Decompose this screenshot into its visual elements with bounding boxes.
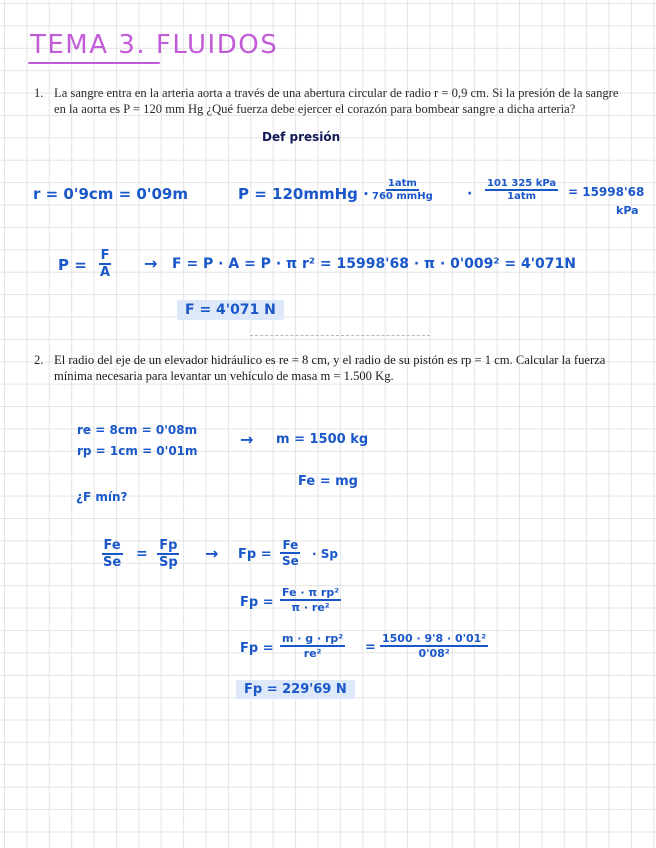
step3-fraction — [280, 632, 345, 660]
problem-2-result: Fp = 229'69 N — [236, 680, 355, 699]
step1-lhs: Fp = — [238, 547, 272, 562]
pressure-result: = 15998'68 — [568, 185, 645, 199]
ratio-left-denominator: Se — [103, 555, 122, 570]
multiply-dot: · — [467, 186, 473, 202]
question-fmin: ¿F mín? — [76, 490, 128, 504]
annotation-def-presion: Def presión — [262, 130, 341, 144]
arrow-icon: → — [240, 430, 254, 449]
step3-denominator: re² — [303, 647, 322, 660]
ratio-equals: = — [136, 546, 148, 562]
title-underline — [28, 62, 160, 64]
step1-denominator: Se — [282, 554, 299, 568]
ratio-right — [157, 538, 180, 570]
step1-fraction — [280, 538, 301, 568]
fraction-kpa-denominator: 1atm — [507, 191, 537, 202]
step1-numerator: Fe — [282, 538, 299, 552]
step3-numeric-denominator: 0'08² — [418, 647, 450, 660]
fraction-kpa — [485, 178, 558, 202]
rp-conversion: rp = 1cm = 0'01m — [77, 444, 198, 458]
problem-2-text: El radio del eje de un elevador hidráulico es re = 8 cm, y el radio de su pistón es rp = 1 cm. Calcular la fuerza mínima necesaria para levantar un vehículo de masa m = 1.500 Kg. — [54, 353, 606, 383]
radius-conversion: r = 0'9cm = 0'09m — [33, 185, 188, 203]
force-derivation: F = P · A = P · π r² = 15998'68 · π · 0'009² = 4'071N — [172, 256, 576, 272]
step3-numeric-numerator: 1500 · 9'8 · 0'01² — [382, 632, 487, 645]
problem-1-text: La sangre entra en la arteria aorta a través de una abertura circular de radio r = 0,9 cm. Si la presión de la sangre en la aorta es P = 120 mm Hg ¿Qué fuerza debe ejercer el corazón para bombear sangre a dicha arteria? — [54, 86, 619, 116]
weight-formula: Fe = mg — [298, 474, 358, 489]
re-conversion: re = 8cm = 0'08m — [77, 423, 198, 437]
ratio-right-numerator: Fp — [159, 538, 178, 553]
step3-numeric-fraction — [380, 632, 488, 660]
step3-lhs: Fp = — [240, 641, 274, 656]
section-divider — [250, 335, 430, 336]
definition-lhs: P = — [58, 256, 87, 274]
arrow-icon: → — [205, 544, 219, 563]
fraction-atm-numerator: 1atm — [387, 178, 417, 189]
mass-value: m = 1500 kg — [276, 432, 369, 447]
pressure-unit: kPa — [616, 204, 639, 217]
fraction-atm-denominator: 760 mmHg — [372, 191, 433, 202]
ratio-right-denominator: Sp — [159, 555, 178, 570]
step2-denominator: π · re² — [291, 601, 330, 614]
problem-2-number: 2. — [34, 353, 44, 367]
step2-lhs: Fp = — [240, 595, 274, 610]
arrow-icon: → — [144, 254, 158, 273]
step3-numerator: m · g · rp² — [282, 632, 344, 645]
ratio-left — [101, 538, 123, 570]
problem-1-statement — [34, 85, 630, 117]
definition-fraction — [98, 248, 112, 280]
fraction-kpa-numerator: 101 325 kPa — [487, 178, 557, 189]
problem-1-number: 1. — [34, 86, 44, 100]
step1-tail: · Sp — [312, 547, 338, 561]
problem-2-statement — [34, 352, 634, 384]
step2-fraction — [280, 586, 341, 614]
step2-numerator: Fe · π rp² — [282, 586, 340, 599]
problem-1-result: F = 4'071 N — [177, 300, 284, 320]
definition-denominator: A — [100, 265, 111, 280]
page-title: TEMA 3. FLUIDOS — [30, 30, 279, 60]
fraction-atm — [370, 178, 435, 202]
pressure-lhs: P = 120mmHg · — [238, 185, 369, 203]
step3-equals: = — [365, 640, 376, 655]
definition-numerator: F — [100, 248, 110, 263]
ratio-left-numerator: Fe — [103, 538, 121, 553]
